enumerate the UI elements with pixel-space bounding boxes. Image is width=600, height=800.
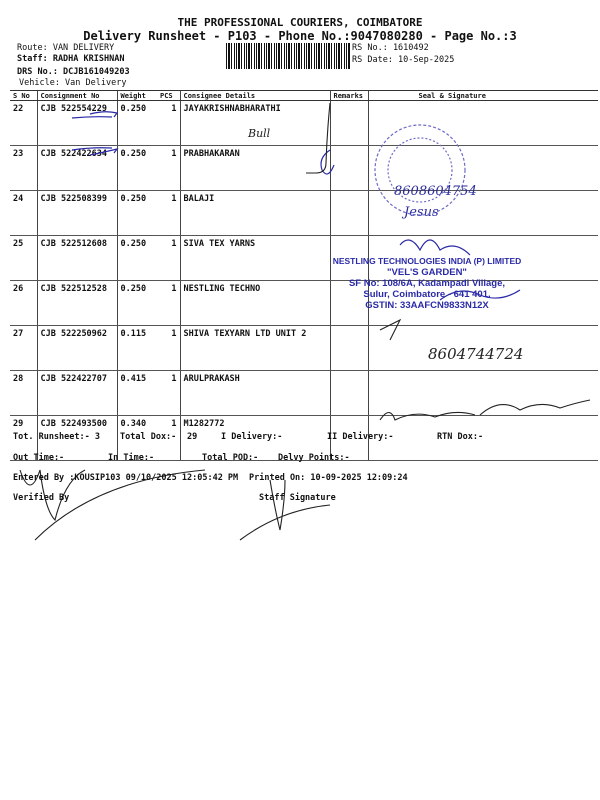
- row-weight: 0.250: [117, 146, 157, 191]
- handwritten-phone: 8604744724: [428, 345, 524, 363]
- checkmark: [380, 320, 400, 340]
- rs-date: RS Date: 10-Sep-2025: [352, 55, 455, 65]
- row-pcs: 1: [157, 236, 180, 281]
- i-delivery: I Delivery:-: [221, 432, 283, 442]
- verified-by: Verified By: [13, 493, 70, 503]
- col-seal: Seal & Signature: [368, 91, 598, 101]
- row-sno: 29: [10, 416, 37, 461]
- row-sno: 27: [10, 326, 37, 371]
- row-consignee: SIVA TEX YARNS: [180, 236, 330, 281]
- total-dox-value: 29: [187, 432, 198, 442]
- stamp-line: Sulur, Coimbatore - 641 401.: [363, 289, 491, 300]
- row-consignment: CJB 522508399: [37, 191, 117, 236]
- signature: [380, 412, 475, 420]
- in-time: In Time:-: [108, 453, 155, 463]
- row-consignee: M1282772: [180, 416, 330, 461]
- stamp-line: SF No: 108/6A, Kadampadi Village,: [348, 278, 506, 289]
- col-remarks: Remarks: [330, 91, 368, 101]
- row-consignee: SHIVA TEXYARN LTD UNIT 2: [180, 326, 330, 371]
- underline-mark: [90, 149, 117, 155]
- col-pcs: PCS: [157, 91, 180, 101]
- signature: [480, 400, 590, 415]
- row-consignee: JAYAKRISHNABHARATHI: [180, 101, 330, 146]
- delvy-points: Delvy Points:-: [278, 453, 350, 463]
- row-weight: 0.250: [117, 191, 157, 236]
- row-pcs: 1: [157, 281, 180, 326]
- row-sno: 23: [10, 146, 37, 191]
- stamp-line: GSTIN: 33AAFCN9833N12X: [365, 300, 489, 311]
- row-consignment: CJB 522554229: [37, 101, 117, 146]
- bracket-mark: [306, 103, 330, 173]
- row-consignment: CJB 522422707: [37, 371, 117, 416]
- ii-delivery: II Delivery:-: [327, 432, 394, 442]
- handwritten-phone: 8608604754: [394, 184, 477, 199]
- staff-signature-label: Staff Signature: [259, 493, 336, 503]
- row-consignment: CJB 522422634: [37, 146, 117, 191]
- row-sno: 24: [10, 191, 37, 236]
- entered-by: Entered By :KOUSIP103 09/10/2025 12:05:42 PM: [13, 473, 239, 483]
- row-consignment: CJB 522493500: [37, 416, 117, 461]
- stamp-line: "VEL'S GARDEN": [387, 267, 467, 278]
- handwritten-note: Bull: [248, 127, 271, 140]
- drs-number: DRS No.: DCJB161049203: [17, 67, 130, 77]
- row-consignment: CJB 522512528: [37, 281, 117, 326]
- row-pcs: 1: [157, 326, 180, 371]
- row-consignee: PRABHAKARAN: [180, 146, 330, 191]
- row-pcs: 1: [157, 146, 180, 191]
- row-weight: 0.250: [117, 101, 157, 146]
- row-weight: 0.250: [117, 236, 157, 281]
- stamp-line: NESTLING TECHNOLOGIES INDIA (P) LIMITED: [332, 256, 522, 266]
- col-sno: S No: [10, 91, 37, 101]
- row-sno: 25: [10, 236, 37, 281]
- rs-number: RS No.: 1610492: [352, 43, 429, 53]
- row-weight: 0.415: [117, 371, 157, 416]
- vehicle: Vehicle: Van Delivery: [19, 78, 127, 88]
- col-consignee: Consignee Details: [180, 91, 330, 101]
- row-consignment: CJB 522250962: [37, 326, 117, 371]
- row-weight: 0.340: [117, 416, 157, 461]
- printed-on: Printed On: 10-09-2025 12:09:24: [249, 473, 408, 483]
- total-dox-label: Total Dox:-: [120, 432, 177, 442]
- row-pcs: 1: [157, 371, 180, 416]
- total-pod: Total POD:-: [202, 453, 259, 463]
- row-pcs: 1: [157, 191, 180, 236]
- handwritten-name: Jesus: [404, 205, 439, 220]
- route: Route: VAN DELIVERY: [17, 43, 115, 53]
- rtn-dox: RTN Dox:-: [437, 432, 484, 442]
- col-weight: Weight: [117, 91, 157, 101]
- row-sno: 22: [10, 101, 37, 146]
- row-consignee: BALAJI: [180, 191, 330, 236]
- staff: Staff: RADHA KRISHNAN: [17, 54, 125, 64]
- company-title: THE PROFESSIONAL COURIERS, COIMBATORE: [177, 16, 423, 29]
- tot-runsheet: Tot. Runsheet:- 3: [13, 432, 100, 442]
- row-pcs: 1: [157, 101, 180, 146]
- staff-signature: [240, 480, 330, 540]
- row-sno: 28: [10, 371, 37, 416]
- row-pcs: 1: [157, 416, 180, 461]
- out-time: Out Time:-: [13, 453, 65, 463]
- row-sno: 26: [10, 281, 37, 326]
- row-weight: 0.250: [117, 281, 157, 326]
- row-consignee: ARULPRAKASH: [180, 371, 330, 416]
- col-consignment: Consignment No: [37, 91, 117, 101]
- runsheet-subtitle: Delivery Runsheet - P103 - Phone No.:9047080280 - Page No.:3: [83, 29, 517, 43]
- row-weight: 0.115: [117, 326, 157, 371]
- row-consignee: NESTLING TECHNO: [180, 281, 330, 326]
- row-consignment: CJB 522512608: [37, 236, 117, 281]
